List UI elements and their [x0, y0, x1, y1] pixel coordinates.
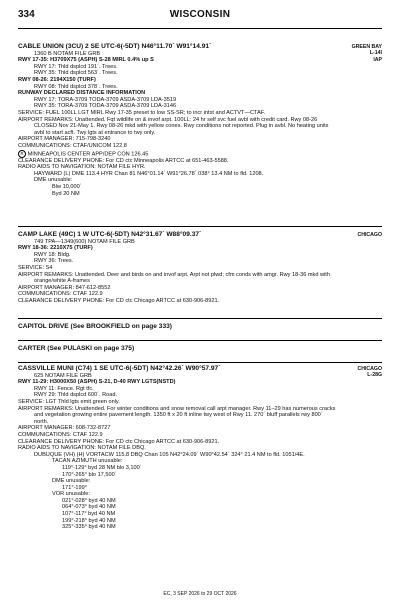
communications: COMMUNICATIONS: CTAF/UNICOM 122.8: [18, 142, 127, 149]
chart-refs: CHICAGO L-28G: [357, 366, 382, 379]
runway-end: RWY 17: Thld dsplcd 191´. Trees.: [34, 63, 118, 70]
navaid-note: 064°-073° byd 40 NM: [62, 504, 116, 511]
airport-manager: AIRPORT MANAGER: 715-798-3240: [18, 136, 111, 143]
page-number: 334: [18, 9, 35, 20]
entry-capitol-drive: [18, 324, 382, 331]
elevation-line: 749 TPA—1349(600) NOTAM FILE GRB: [34, 238, 135, 245]
airport-header: CASSVILLE MUNI (C74) 1 SE UTC-6(-5DT) N42°42.26´ W90°57.97´: [18, 365, 221, 372]
navaid-note: 170°-265° blo 17,500´: [62, 471, 117, 478]
approach-control: R MINNEAPOLIS CENTER APP/DEP CON 126.45: [18, 150, 382, 158]
communications: COMMUNICATIONS: CTAF 122.9: [18, 291, 103, 298]
airport-remarks: CLOSED Nov 21-May 1. Rwy 08-26 mkd with yellow cones. Rwy conditions not reported. Plug in avbl. No heating units: [34, 123, 329, 130]
navaid-note: 199°-218° byd 40 NM: [62, 517, 116, 524]
chart-refs: GREEN BAY L-14I IAP: [351, 44, 382, 63]
navaid-note: DME unusable:: [52, 478, 91, 485]
navaid-note: Byd 20 NM: [52, 190, 80, 197]
radio-aids: RADIO AIDS TO NAVIGATION: NOTAM FILE DBQ.: [18, 445, 146, 452]
airport-remarks: orange/white A-frames: [34, 278, 90, 285]
page-footer: EC, 3 SEP 2026 to 29 OCT 2026: [163, 591, 237, 598]
airport-remarks: AIRPORT REMARKS: Unattended. For winter conditions and snow removal call arpt manager. Rwy 11–29 has numerous cracks: [18, 405, 336, 412]
chart-refs: CHICAGO: [357, 232, 382, 238]
clearance-delivery: CLEARANCE DELIVERY PHONE: For CD ctc Minneapolis ARTCC at 651-463-5588.: [18, 157, 229, 164]
declared-distance-heading: RUNWAY DECLARED DISTANCE INFORMATION: [18, 90, 146, 97]
runway-end: RWY 11: Fence. Rgt tfc.: [34, 385, 94, 392]
airport-remarks: and vegetation growing entire pavement length. 1350 ft x 20 ft inline twy west of Rwy 11. 270´ bluff parallels rwy 800´: [34, 412, 323, 419]
elevation-line: 1360 B NOTAM FILE GRB: [34, 50, 101, 57]
r-symbol-icon: R: [18, 150, 26, 158]
page-state-title: WISCONSIN: [169, 9, 231, 20]
entry-camp-lake: [18, 232, 382, 305]
navaid-note: 171°-199°: [62, 484, 88, 491]
airport-remarks: avbl to start acft. Twy lgts at entrance to twy only.: [34, 129, 156, 136]
entry-separator: [18, 362, 382, 363]
airport-header: CAMP LAKE (49C) 1 W UTC-6(-5DT) N42°31.67´ W88°09.37´: [18, 231, 202, 238]
runway-end: RWY 35: Thld dsplcd 563´. Trees.: [34, 70, 118, 77]
runway-end: RWY 08: Thld dsplcd 378´. Trees.: [34, 83, 118, 90]
cross-reference: CARTER (See PULASKI on page 375): [18, 345, 135, 352]
runway-line: RWY 17-35: H3709X75 (ASPH) S-28 MIRL 0.4% up S: [18, 57, 154, 64]
navaid-note: 325°-335° byd 40 NM: [62, 524, 116, 531]
service-line: SERVICE: LGT Thld lgts emit green only.: [18, 398, 120, 405]
service-line: SERVICE: S4: [18, 264, 53, 271]
header-rule: [18, 28, 382, 29]
airport-header: CABLE UNION (3CU) 2 SE UTC-6(-5DT) N46°11.70´ W91°14.91´: [18, 43, 212, 50]
clearance-delivery: CLEARANCE DELIVERY PHONE: For CD ctc Chicago ARTCC at 630-906-8921.: [18, 438, 220, 445]
airport-remarks: AIRPORT REMARKS: Unattended. Fqt wildlife on & invof arpt. 100LL: 24 hr self svc fuel avbl with credit card. Rwy 08-26: [18, 116, 318, 123]
entry-separator: [18, 226, 382, 227]
airport-manager: AIRPORT MANAGER: 847-612-8552: [18, 284, 111, 291]
runway-end: RWY 18: Bldg.: [34, 251, 71, 258]
navaid-note: TACAN AZIMUTH unusable:: [52, 458, 123, 465]
declared-distance: RWY 35: TORA-3709 TODA-3709 ASDA-3709 LDA-3146: [34, 103, 177, 110]
runway-line: RWY 08-26: 2194X150 (TURF): [18, 76, 96, 83]
page-header: [18, 9, 382, 26]
navaid: HAYWARD (L) DME 113.4 HYR Chan 81 N46°01.14´ W91°26.78´ 038° 13.4 NM to fld. 1208.: [34, 170, 264, 177]
entry-cassville-muni: [18, 366, 382, 531]
navaid-note: DME unusable:: [34, 177, 73, 184]
navaid-note: 107°-117° byd 40 NM: [62, 511, 116, 518]
elevation-line: 625 NOTAM FILE GRB: [34, 372, 92, 379]
airport-remarks: north.: [34, 418, 49, 425]
navaid-note: 021°-028° byd 40 NM: [62, 497, 116, 504]
entry-separator: [18, 340, 382, 341]
navaid: DUBUQUE (VH) (H) VORTACW 115.8 DBQ Chan 105 N42°24.09´ W90°42.54´ 324° 21.4 NM to fld. 1051/4E.: [34, 451, 305, 458]
navaid-note: VOR unusable:: [52, 491, 90, 498]
entry-cable-union: [18, 44, 382, 197]
communications: COMMUNICATIONS: CTAF 122.9: [18, 431, 103, 438]
runway-line: RWY 11-29: H3000X50 (ASPH) S-21, D-40 RWY LGTS(NSTD): [18, 379, 176, 386]
entry-separator: [18, 318, 382, 319]
entry-carter: [18, 346, 382, 353]
cross-reference: CAPITOL DRIVE (See BROOKFIELD on page 333): [18, 323, 173, 330]
declared-distance: RWY 17: TORA-3709 TODA-3709 ASDA-3709 LDA-3519: [34, 96, 177, 103]
navaid-note: Blw 10,000´: [52, 183, 82, 190]
runway-line: RWY 18-36: 2210X75 (TURF): [18, 245, 93, 252]
runway-end: RWY 36: Trees.: [34, 258, 74, 265]
runway-end: RWY 29: Thld dsplcd 600´. Road.: [34, 392, 118, 399]
navaid-note: 119°-129° byd 28 NM blo 3,100´: [62, 464, 142, 471]
radio-aids: RADIO AIDS TO NAVIGATION: NOTAM FILE HYR.: [18, 164, 146, 171]
service-line: SERVICE: FUEL 100LL LGT MIRL Rwy 17-35 preset to low SS-SR; to incr intst and ACTVT—CTAF.: [18, 109, 266, 116]
airport-manager: AIRPORT MANAGER: 608-732-8727: [18, 425, 111, 432]
airport-remarks: AIRPORT REMARKS: Unattended. Deer and birds on and invof arpt. Arpt not plwd; cfm conds with amgr. Rwy 18-36 mkd with: [18, 271, 330, 278]
clearance-delivery: CLEARANCE DELIVERY PHONE: For CD ctc Chicago ARTCC at 630-906-8921.: [18, 297, 220, 304]
